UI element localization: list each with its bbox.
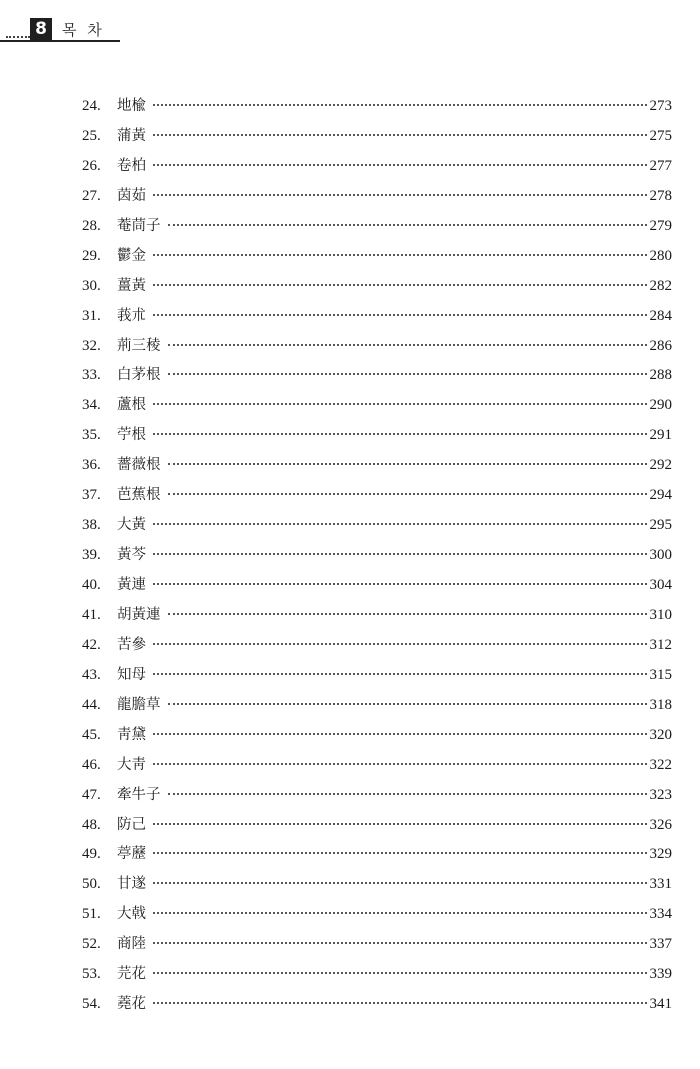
toc-entry-title: 防己 — [117, 816, 146, 833]
dot-leader — [153, 643, 647, 645]
toc-entry-number: 33. — [82, 367, 101, 384]
dot-leader — [153, 433, 647, 435]
toc-entry — [82, 242, 672, 272]
toc-entry-title: 黃芩 — [117, 547, 146, 564]
header-dots — [6, 36, 30, 42]
dot-leader — [153, 553, 647, 555]
dot-leader — [153, 912, 647, 914]
toc-entry-number: 35. — [82, 427, 101, 444]
toc-entry-number: 28. — [82, 217, 101, 234]
toc-entry-title: 蕘花 — [117, 996, 146, 1013]
toc-entry — [82, 870, 672, 900]
toc-entry-title: 甘遂 — [117, 876, 146, 893]
toc-entry-page: 322 — [649, 756, 672, 773]
dot-leader — [153, 104, 647, 106]
toc-entry — [82, 990, 672, 1020]
dot-leader — [153, 134, 647, 136]
page-header — [0, 14, 700, 50]
toc-entry-number: 32. — [82, 337, 101, 354]
toc-entry — [82, 900, 672, 930]
toc-entry-page: 334 — [649, 906, 672, 923]
dot-leader — [153, 763, 647, 765]
dot-leader — [168, 613, 647, 615]
toc-entry-number: 39. — [82, 547, 101, 564]
toc-entry-page: 286 — [649, 337, 672, 354]
toc-entry-page: 329 — [649, 846, 672, 863]
toc-entry-page: 291 — [649, 427, 672, 444]
toc-entry-title: 葶藶 — [117, 846, 146, 863]
toc-entry-page: 292 — [649, 457, 672, 474]
dot-leader — [168, 493, 647, 495]
dot-leader — [153, 823, 647, 825]
toc-entry-number: 40. — [82, 577, 101, 593]
dot-leader — [153, 403, 647, 405]
toc-entry — [82, 361, 672, 391]
dot-leader — [168, 703, 647, 705]
toc-entry-number: 52. — [82, 936, 101, 953]
toc-entry — [82, 481, 672, 511]
toc-entry-title: 薔薇根 — [117, 457, 161, 474]
toc-entry-page: 310 — [649, 606, 672, 623]
dot-leader — [153, 583, 647, 585]
dot-leader — [153, 314, 647, 316]
toc-entry — [82, 302, 672, 332]
toc-entry-title: 莪朮 — [117, 307, 146, 324]
toc-entry-page: 341 — [649, 996, 672, 1013]
toc-entry-title: 苧根 — [117, 427, 146, 444]
toc-entry — [82, 511, 672, 541]
toc-entry — [82, 930, 672, 960]
toc-entry-number: 26. — [82, 157, 101, 174]
toc-entry-page: 312 — [649, 636, 672, 653]
toc-entry-number: 48. — [82, 816, 101, 833]
toc-entry-page: 315 — [649, 666, 672, 683]
toc-entry-page: 300 — [649, 547, 672, 564]
toc-entry — [82, 781, 672, 811]
toc-entry-page: 278 — [649, 187, 672, 204]
toc-entry-number: 51. — [82, 906, 101, 923]
toc-entry-title: 蒲黃 — [117, 127, 146, 144]
toc-entry-title: 地楡 — [117, 98, 146, 114]
toc-entry-number: 49. — [82, 846, 101, 863]
toc-entry-number: 37. — [82, 487, 101, 504]
toc-entry-page: 318 — [649, 696, 672, 713]
toc-entry-title: 大黃 — [117, 517, 146, 534]
toc-entry — [82, 212, 672, 242]
toc-entry-title: 芫花 — [117, 966, 146, 983]
toc-entry-page: 295 — [649, 517, 672, 534]
toc-entry-title: 牽牛子 — [117, 786, 161, 803]
dot-leader — [153, 733, 647, 735]
toc-entry-page: 273 — [649, 98, 672, 114]
toc-entry-title: 白茅根 — [117, 367, 161, 384]
toc-entry-number: 41. — [82, 606, 101, 623]
dot-leader — [153, 882, 647, 884]
toc-entry-number: 50. — [82, 876, 101, 893]
toc-entry-title: 薑黃 — [117, 277, 146, 294]
toc-entry-page: 304 — [649, 577, 672, 593]
toc-entry-number: 54. — [82, 996, 101, 1013]
toc-entry-number: 44. — [82, 696, 101, 713]
toc-entry — [82, 182, 672, 212]
toc-entry-title: 商陸 — [117, 936, 146, 953]
toc-entry-page: 275 — [649, 127, 672, 144]
toc-entry-number: 30. — [82, 277, 101, 294]
dot-leader — [153, 523, 647, 525]
toc-entry-title: 黃連 — [117, 577, 146, 593]
dot-leader — [168, 344, 647, 346]
toc-entry — [82, 840, 672, 870]
toc-entry-title: 茵茹 — [117, 187, 146, 204]
toc-entry-number: 47. — [82, 786, 101, 803]
toc-entry-title: 靑黛 — [117, 726, 146, 743]
toc-entry — [82, 721, 672, 751]
toc-entry-number: 42. — [82, 636, 101, 653]
toc-entry-number: 29. — [82, 247, 101, 264]
dot-leader — [168, 373, 647, 375]
toc-entry-number: 38. — [82, 517, 101, 534]
toc-entry-page: 282 — [649, 277, 672, 294]
toc-entry-page: 294 — [649, 487, 672, 504]
toc-entry — [82, 451, 672, 481]
toc-entry — [82, 811, 672, 841]
toc-entry-page: 290 — [649, 397, 672, 414]
toc-entry-title: 龍膽草 — [117, 696, 161, 713]
toc-entry-number: 27. — [82, 187, 101, 204]
toc-entry-title: 蘆根 — [117, 397, 146, 414]
toc-entry-number: 46. — [82, 756, 101, 773]
toc-entry — [82, 391, 672, 421]
toc-entry-title: 荊三稜 — [117, 337, 161, 354]
toc-entry-page: 331 — [649, 876, 672, 893]
toc-entry — [82, 541, 672, 571]
toc-entry — [82, 152, 672, 182]
toc-entry-number: 24. — [82, 98, 101, 114]
toc-entry-page: 284 — [649, 307, 672, 324]
toc-entry-number: 45. — [82, 726, 101, 743]
dot-leader — [153, 254, 647, 256]
dot-leader — [153, 164, 647, 166]
toc-entry-title: 大戟 — [117, 906, 146, 923]
toc-entry-title: 鬱金 — [117, 247, 146, 264]
toc-entry-number: 36. — [82, 457, 101, 474]
dot-leader — [153, 194, 647, 196]
toc-entry-page: 337 — [649, 936, 672, 953]
toc-entry-number: 31. — [82, 307, 101, 324]
toc-entry — [82, 272, 672, 302]
dot-leader — [168, 463, 647, 465]
toc-entry — [82, 960, 672, 990]
toc-entry-page: 326 — [649, 816, 672, 833]
dot-leader — [168, 793, 647, 795]
dot-leader — [153, 1002, 647, 1004]
toc-entry — [82, 122, 672, 152]
toc-entry-page: 280 — [649, 247, 672, 264]
toc-entry-number: 25. — [82, 127, 101, 144]
toc-entry-number: 34. — [82, 397, 101, 414]
header-title: 목 차 — [62, 21, 105, 39]
toc-entry-page: 279 — [649, 217, 672, 234]
toc-entry — [82, 571, 672, 601]
toc-entry — [82, 661, 672, 691]
dot-leader — [153, 852, 647, 854]
toc-entry-number: 43. — [82, 666, 101, 683]
dot-leader — [153, 284, 647, 286]
toc-entry — [82, 631, 672, 661]
header-page-number: 8 — [30, 18, 52, 41]
toc-entry-page: 339 — [649, 966, 672, 983]
toc-entry-title: 知母 — [117, 666, 146, 683]
toc-entry-page: 288 — [649, 367, 672, 384]
dot-leader — [168, 224, 647, 226]
dot-leader — [153, 673, 647, 675]
toc-entry-title: 芭蕉根 — [117, 487, 161, 504]
toc-entry-title: 苦參 — [117, 636, 146, 653]
toc-entry-title: 胡黃連 — [117, 606, 161, 623]
toc-entry-page: 323 — [649, 786, 672, 803]
toc-entry-page: 277 — [649, 157, 672, 174]
table-of-contents — [82, 92, 672, 1020]
toc-entry-page: 320 — [649, 726, 672, 743]
dot-leader — [153, 972, 647, 974]
toc-entry-number: 53. — [82, 966, 101, 983]
toc-entry — [82, 691, 672, 721]
toc-entry-title: 大靑 — [117, 756, 146, 773]
toc-entry — [82, 92, 672, 122]
toc-entry — [82, 421, 672, 451]
dot-leader — [153, 942, 647, 944]
toc-entry — [82, 751, 672, 781]
toc-entry — [82, 332, 672, 362]
toc-entry-title: 卷柏 — [117, 157, 146, 174]
toc-entry-title: 菴茼子 — [117, 217, 161, 234]
toc-entry — [82, 601, 672, 631]
